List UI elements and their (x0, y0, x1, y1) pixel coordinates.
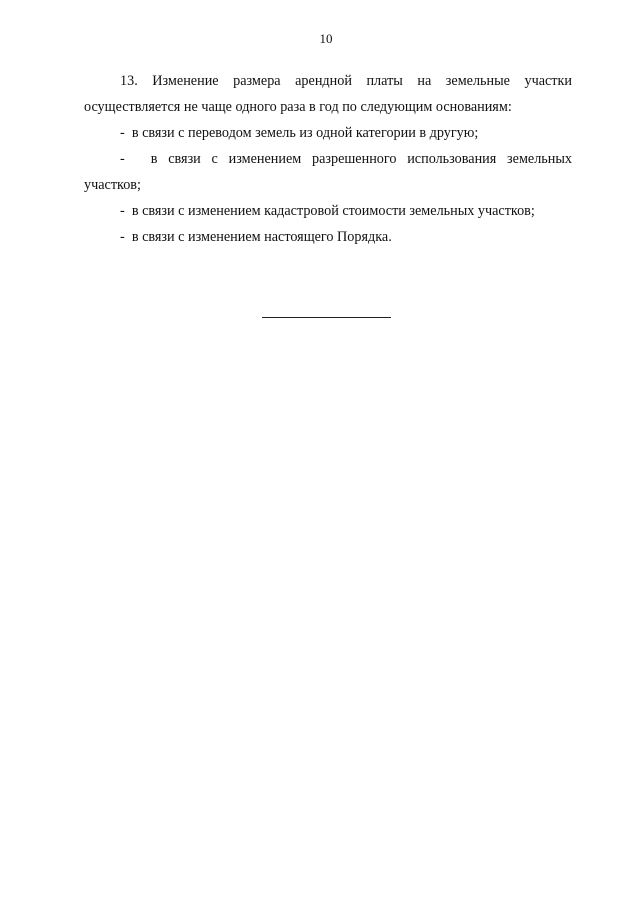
list-item-text: в связи с изменением кадастровой стоимости земельных участков; (131, 203, 535, 219)
list-item (84, 198, 572, 224)
list-item-text: в связи с переводом земель из одной категории в другую; (131, 125, 479, 141)
list-item-continuation (84, 172, 572, 198)
list-dash: - (120, 229, 129, 245)
list-item-text: участков; (84, 177, 141, 193)
clause-13-first-line: 13. Изменение размера арендной платы на земельные участки (120, 73, 572, 89)
document-body (84, 68, 572, 250)
list-dash: - (120, 125, 129, 141)
list-item-text: в связи с изменением настоящего Порядка. (131, 229, 392, 245)
list-item (84, 146, 572, 172)
list-dash: - (120, 203, 129, 219)
end-separator-line (262, 317, 391, 318)
list-item-text: в связи с изменением разрешенного использования земельных (150, 151, 573, 167)
page-number: 10 (319, 31, 333, 46)
list-item (84, 224, 572, 250)
list-dash: - (120, 151, 125, 167)
list-item (84, 120, 572, 146)
clause-13-second-line: осуществляется не чаще одного раза в год по следующим основаниям: (84, 99, 512, 115)
